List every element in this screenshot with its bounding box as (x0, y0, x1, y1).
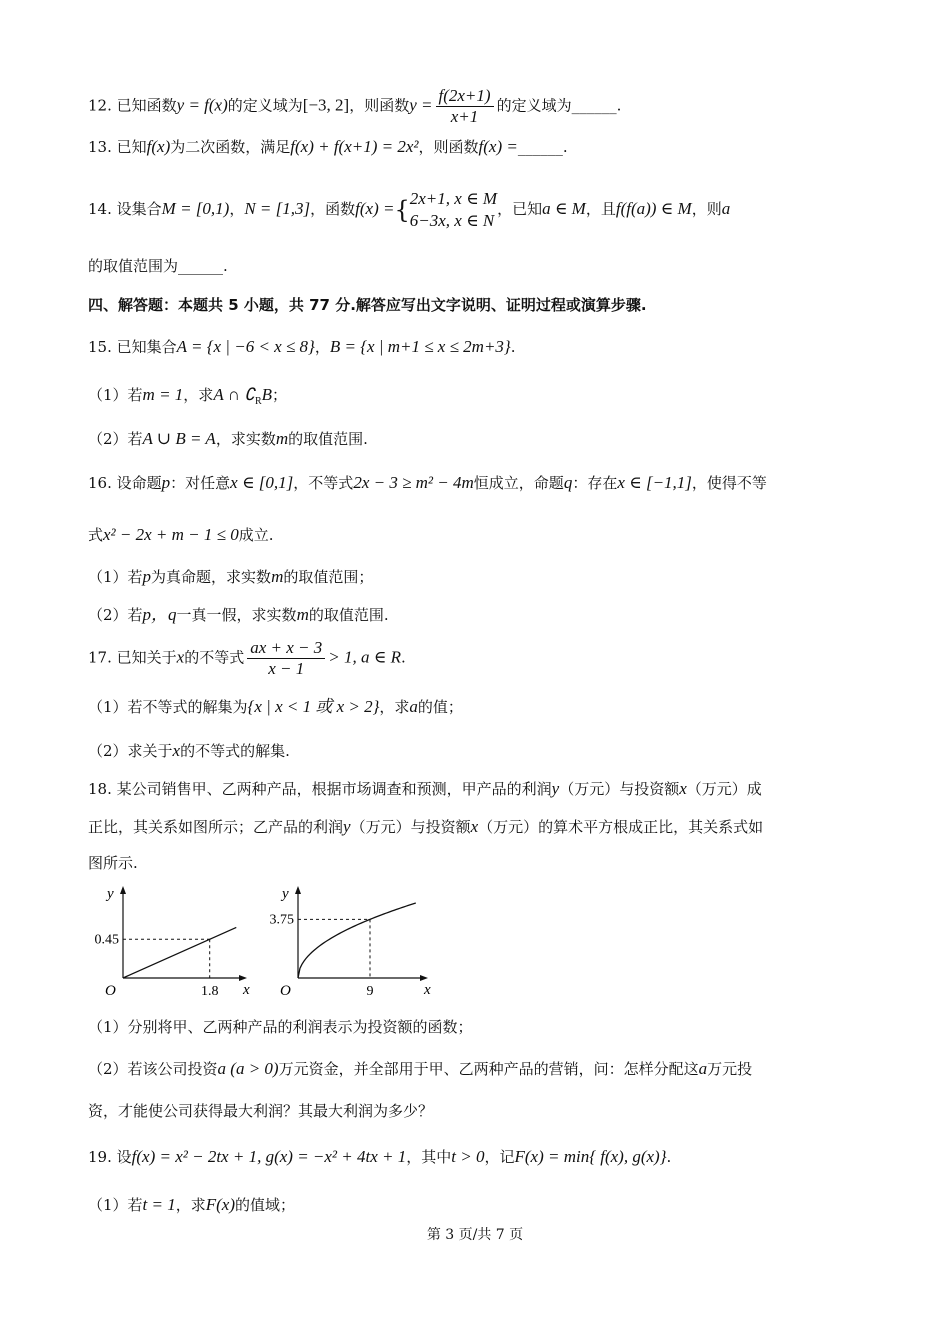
subscript: R (254, 396, 262, 407)
text: 的取值范围. (308, 606, 389, 624)
question-16 (88, 472, 767, 494)
text: ，记 (484, 1148, 515, 1166)
text: 已知集合 (116, 338, 177, 356)
math: t = 1 (142, 1195, 176, 1214)
math: f(x) = x² − 2tx + 1, g(x) = −x² + 4tx + 1 (131, 1147, 407, 1166)
text: 万元投 (707, 1060, 753, 1078)
math: M = [0,1) (161, 199, 230, 218)
text: 的不等式的解集. (180, 742, 290, 760)
math: 2x − 3 ≥ m² − 4m (353, 473, 474, 492)
math: f(x) + f(x+1) = 2x² (290, 137, 419, 156)
text: ，且 (585, 200, 616, 218)
fraction-denominator: x+1 (450, 107, 479, 126)
math: t > 0 (451, 1147, 485, 1166)
text: ，求 (379, 698, 410, 716)
question-15 (88, 336, 516, 358)
math: q (563, 473, 573, 492)
text: 已知 (116, 138, 147, 156)
text: 图所示. (88, 854, 138, 872)
question-number: 17. (88, 648, 112, 667)
math: A ∪ B = A (142, 429, 216, 448)
text: 正比，其关系如图所示；乙产品的利润 (88, 818, 344, 836)
text: ：存在 (572, 474, 618, 492)
text: （万元）与投资额 (350, 818, 471, 836)
math: y (343, 817, 351, 836)
y-axis-arrow (120, 886, 126, 894)
text: 恒成立，命题 (473, 474, 564, 492)
text: ， (229, 200, 245, 218)
text: 已知关于 (116, 648, 177, 667)
text: 万元资金，并全部用于甲、乙两种产品的营销，问：怎样分配这 (278, 1060, 699, 1078)
text: ， (314, 338, 330, 356)
text: ，求实数 (215, 430, 276, 448)
text: ，求 (175, 1196, 206, 1214)
question-18-line-2 (88, 816, 763, 838)
text: （万元）与投资额 (559, 780, 680, 798)
text: 已知函数 (116, 96, 177, 115)
math: m (296, 605, 309, 624)
math: x (176, 647, 185, 667)
math: B (261, 385, 273, 404)
text: 的取值范围为______. (88, 257, 228, 275)
text: ； (272, 386, 288, 404)
text: 的定义域为______. (496, 96, 622, 115)
question-number: 12. (88, 96, 112, 115)
math: x ∈ [−1,1] (617, 473, 692, 492)
text: ，已知 (497, 200, 543, 218)
fraction-denominator: x − 1 (268, 659, 305, 678)
question-16-cont (88, 524, 274, 546)
text: （2）若 (88, 606, 143, 624)
question-number: 16. (88, 474, 112, 492)
text: （2）若 (88, 430, 143, 448)
text: 成立. (238, 526, 274, 544)
question-number: 15. (88, 338, 112, 356)
math: a (698, 1059, 708, 1078)
math: y = (409, 95, 433, 115)
math: m (275, 429, 289, 448)
y-axis-label: y (107, 886, 114, 902)
text: . (510, 338, 516, 356)
math: x (679, 779, 687, 798)
y-axis-label: y (282, 886, 289, 902)
math: F(x) = min{ f(x), g(x)} (514, 1147, 667, 1166)
text: . (400, 648, 406, 667)
math: f(x) = (355, 199, 395, 218)
case-2: 6−3x, x ∈ N (409, 211, 495, 230)
text: 的取值范围； (283, 568, 374, 586)
question-14 (88, 188, 730, 232)
question-16-part-2 (88, 604, 389, 626)
question-13 (88, 136, 568, 158)
x-axis-arrow (420, 975, 428, 981)
math: m (271, 567, 284, 586)
text: （万元）的算术平方根成正比，其关系式如 (478, 818, 764, 836)
question-17-part-2 (88, 740, 290, 762)
text: ，其中 (406, 1148, 452, 1166)
case-1: 2x+1, x ∈ M (409, 189, 498, 208)
text: 的不等式 (184, 648, 245, 667)
series-line (298, 903, 416, 978)
math: a (409, 697, 418, 716)
question-17-part-1 (88, 696, 463, 718)
math: [−3, 2] (302, 95, 350, 115)
math: a ∈ M (542, 199, 586, 218)
text: ，函数 (310, 200, 356, 218)
text: 的值域； (235, 1196, 296, 1214)
text: 的值； (417, 698, 463, 716)
math: x (172, 741, 181, 760)
x-axis-label: x (424, 982, 431, 998)
text: ，则函数 (418, 138, 479, 156)
text: ，使得不等 (691, 474, 767, 492)
text: 为真命题，求实数 (151, 568, 272, 586)
math: N = [1,3] (244, 199, 311, 218)
math: f(x) = (478, 137, 518, 156)
text: （1）若 (88, 386, 143, 404)
section-heading: 四、解答题：本题共 5 小题，共 77 分.解答应写出文字说明、证明过程或演算步骤. (88, 296, 647, 314)
piecewise-cases (410, 188, 497, 232)
question-17 (88, 638, 406, 679)
math: F(x) (205, 1195, 236, 1214)
fraction-numerator: ax + x − 3 (247, 638, 325, 659)
text: （1）若 (88, 568, 143, 586)
math: y (551, 779, 560, 798)
math: p (142, 567, 152, 586)
question-19 (88, 1146, 671, 1168)
x-axis-arrow (239, 975, 247, 981)
text: 的定义域为 (227, 96, 303, 115)
question-12 (88, 86, 621, 127)
text: （1）若 (88, 1196, 143, 1214)
math: f(x) (146, 137, 171, 156)
left-brace: { (394, 196, 410, 224)
x-tick-label: 9 (366, 984, 374, 999)
chart-product-b (265, 884, 445, 1002)
math: B = {x | m+1 ≤ x ≤ 2m+3} (329, 337, 511, 356)
math: {x | x < 1 或 x > 2} (247, 697, 380, 716)
origin-label: O (105, 983, 116, 999)
question-18-part-1: （1）分别将甲、乙两种产品的利润表示为投资额的函数； (88, 1018, 473, 1036)
y-tick-label: 3.75 (269, 912, 294, 928)
math: a (721, 199, 731, 218)
math: > 1, a ∈ R (328, 647, 401, 667)
fraction-numerator: f(2x+1) (436, 86, 494, 107)
question-15-part-2 (88, 428, 368, 450)
question-18-part-2 (88, 1058, 752, 1080)
math: m = 1 (142, 385, 184, 404)
question-19-part-1 (88, 1194, 295, 1216)
text: 设命题 (116, 474, 162, 492)
math: x ∈ [0,1] (230, 473, 294, 492)
math: y = f(x) (176, 95, 228, 115)
question-number: 18. (88, 780, 112, 798)
question-18 (88, 778, 762, 800)
text: 一真一假，求实数 (176, 606, 297, 624)
math: A = {x | −6 < x ≤ 8} (176, 337, 315, 356)
text: 式 (88, 526, 104, 544)
text: 设 (116, 1148, 132, 1166)
y-tick-label: 0.45 (94, 932, 119, 948)
text: 为二次函数，满足 (170, 138, 291, 156)
question-number: 19. (88, 1148, 112, 1166)
question-18-part-2-cont: 资，才能使公司获得最大利润？其最大利润为多少？ (88, 1102, 434, 1120)
x-axis-label: x (243, 982, 250, 998)
math: p，q (142, 605, 177, 624)
math: p (161, 473, 171, 492)
question-18-line-3 (88, 852, 138, 874)
text: 的取值范围. (288, 430, 368, 448)
x-tick-label: 1.8 (200, 984, 219, 999)
text: 设集合 (116, 200, 162, 218)
question-number: 14. (88, 200, 112, 218)
text: ______. (517, 138, 568, 156)
math: A ∩ ∁ (213, 385, 255, 404)
chart-product-a (85, 884, 260, 1002)
text: （2）若该公司投资 (88, 1060, 218, 1078)
origin-label: O (280, 983, 291, 999)
question-15-part-1 (88, 384, 287, 413)
text: ，求 (183, 386, 214, 404)
math: x (470, 817, 479, 836)
text: （1）若不等式的解集为 (88, 698, 248, 716)
series-line (123, 927, 236, 978)
math: x² − 2x + m − 1 ≤ 0 (103, 525, 239, 544)
math: f(f(a)) ∈ M (615, 199, 692, 218)
question-14-cont (88, 255, 228, 277)
fraction (247, 638, 325, 679)
fraction (436, 86, 494, 127)
math: a (a > 0) (217, 1059, 279, 1078)
page-footer: 第 3 页/共 7 页 (426, 1227, 524, 1243)
text: ，不等式 (293, 474, 354, 492)
text: 某公司销售甲、乙两种产品，根据市场调查和预测，甲产品的利润 (116, 780, 552, 798)
text: . (666, 1148, 672, 1166)
y-axis-arrow (295, 886, 301, 894)
text: （万元）成 (686, 780, 762, 798)
text: （2）求关于 (88, 742, 173, 760)
question-16-part-1 (88, 566, 373, 588)
text: ：对任意 (170, 474, 231, 492)
question-number: 13. (88, 138, 112, 156)
text: ，则 (691, 200, 722, 218)
text: ，则函数 (349, 96, 410, 115)
